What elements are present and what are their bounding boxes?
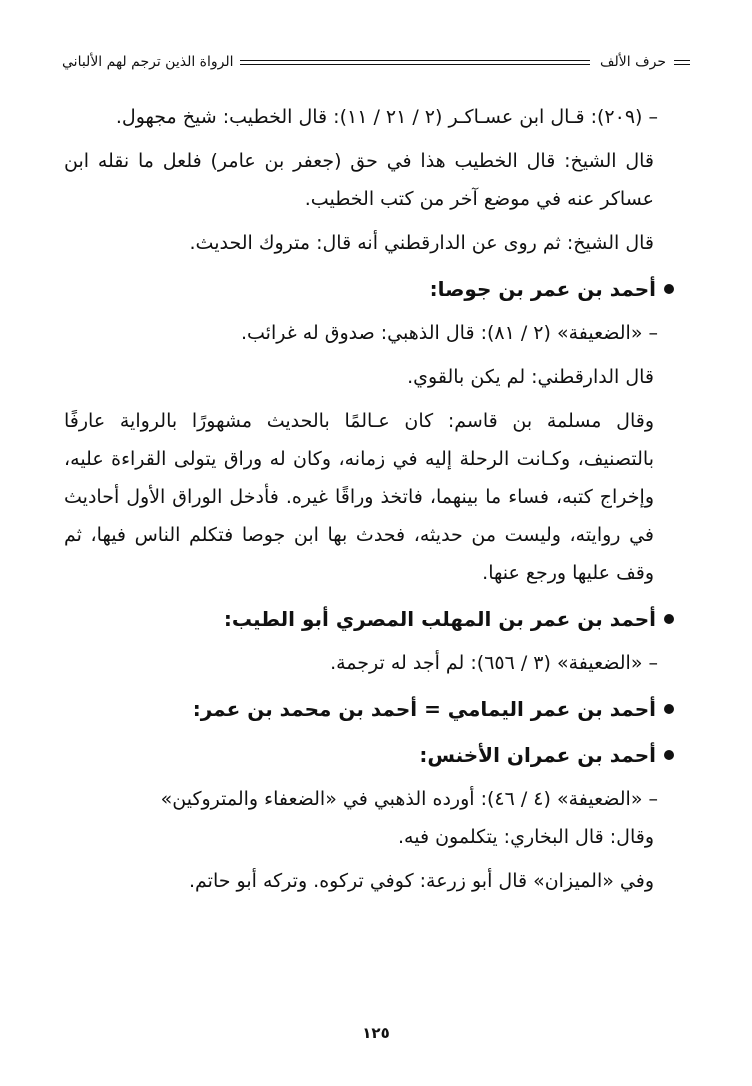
bullet-icon — [664, 614, 674, 624]
entry-heading — [64, 270, 674, 308]
entry-heading-text: أحمد بن عمر اليمامي = أحمد بن محمد بن عمر: — [192, 697, 656, 721]
paragraph: – (٢٠٩): قـال ابن عسـاكـر (٢ / ٢١ / ١١): قال الخطيب: شيخ مجهول. — [115, 106, 658, 128]
paragraph: قال الشيخ: قال الخطيب هذا في حق (جعفر بن عامر) فلعل ما نقله ابن عساكر عنه في موضع آخر من كتب الخطيب. — [64, 150, 654, 210]
bullet-icon — [664, 750, 674, 760]
book-title: الرواة الذين ترجم لهم الألباني — [62, 54, 234, 70]
paragraph: قال الشيخ: ثم روى عن الدارقطني أنه قال: متروك الحديث. — [189, 232, 654, 254]
paragraph: – «الضعيفة» (٢ / ٨١): قال الذهبي: صدوق له غرائب. — [240, 322, 658, 344]
running-header — [62, 50, 690, 74]
bullet-icon — [664, 284, 674, 294]
chapter-title: حرف الألف — [600, 54, 666, 70]
page-number: ١٢٥ — [362, 1024, 390, 1042]
entry-heading-text: أحمد بن عمر بن المهلب المصري أبو الطيب: — [223, 607, 656, 631]
header-ornament-rule — [674, 60, 690, 65]
paragraph: وقال مسلمة بن قاسم: كان عـالمًا بالحديث مشهورًا بالرواية عارفًا بالتصنيف، وكـانت الرحلة إليه في زمانه، وكان له وراق يتولى القراءة عليه، وإخراج كتبه، فساء ما بينهما، فاتخذ وراقًا غيره. فأدخل الوراق الأول أحاديث في روايته، وليست من حديثه، فحدث بها ابن جوصا فتكلم الناس فيها، ثم وقف عليها ورجع عنها. — [64, 410, 654, 584]
paragraph: – «الضعيفة» (٣ / ٦٥٦): لم أجد له ترجمة. — [330, 652, 658, 674]
paragraph: وفي «الميزان» قال أبو زرعة: كوفي تركوه. وتركه أبو حاتم. — [188, 870, 654, 892]
entry-heading — [64, 690, 674, 728]
entry-heading — [64, 736, 674, 774]
entry-heading — [64, 600, 674, 638]
header-rule — [240, 60, 590, 65]
page-body — [64, 98, 674, 900]
entry-heading-text: أحمد بن عمران الأخنس: — [419, 743, 656, 767]
paragraph: قال الدارقطني: لم يكن بالقوي. — [407, 366, 654, 388]
paragraph: – «الضعيفة» (٤ / ٤٦): أورده الذهبي في «الضعفاء والمتروكين» — [160, 788, 658, 810]
paragraph: وقال: قال البخاري: يتكلمون فيه. — [398, 826, 654, 848]
entry-heading-text: أحمد بن عمر بن جوصا: — [429, 277, 656, 301]
bullet-icon — [664, 704, 674, 714]
